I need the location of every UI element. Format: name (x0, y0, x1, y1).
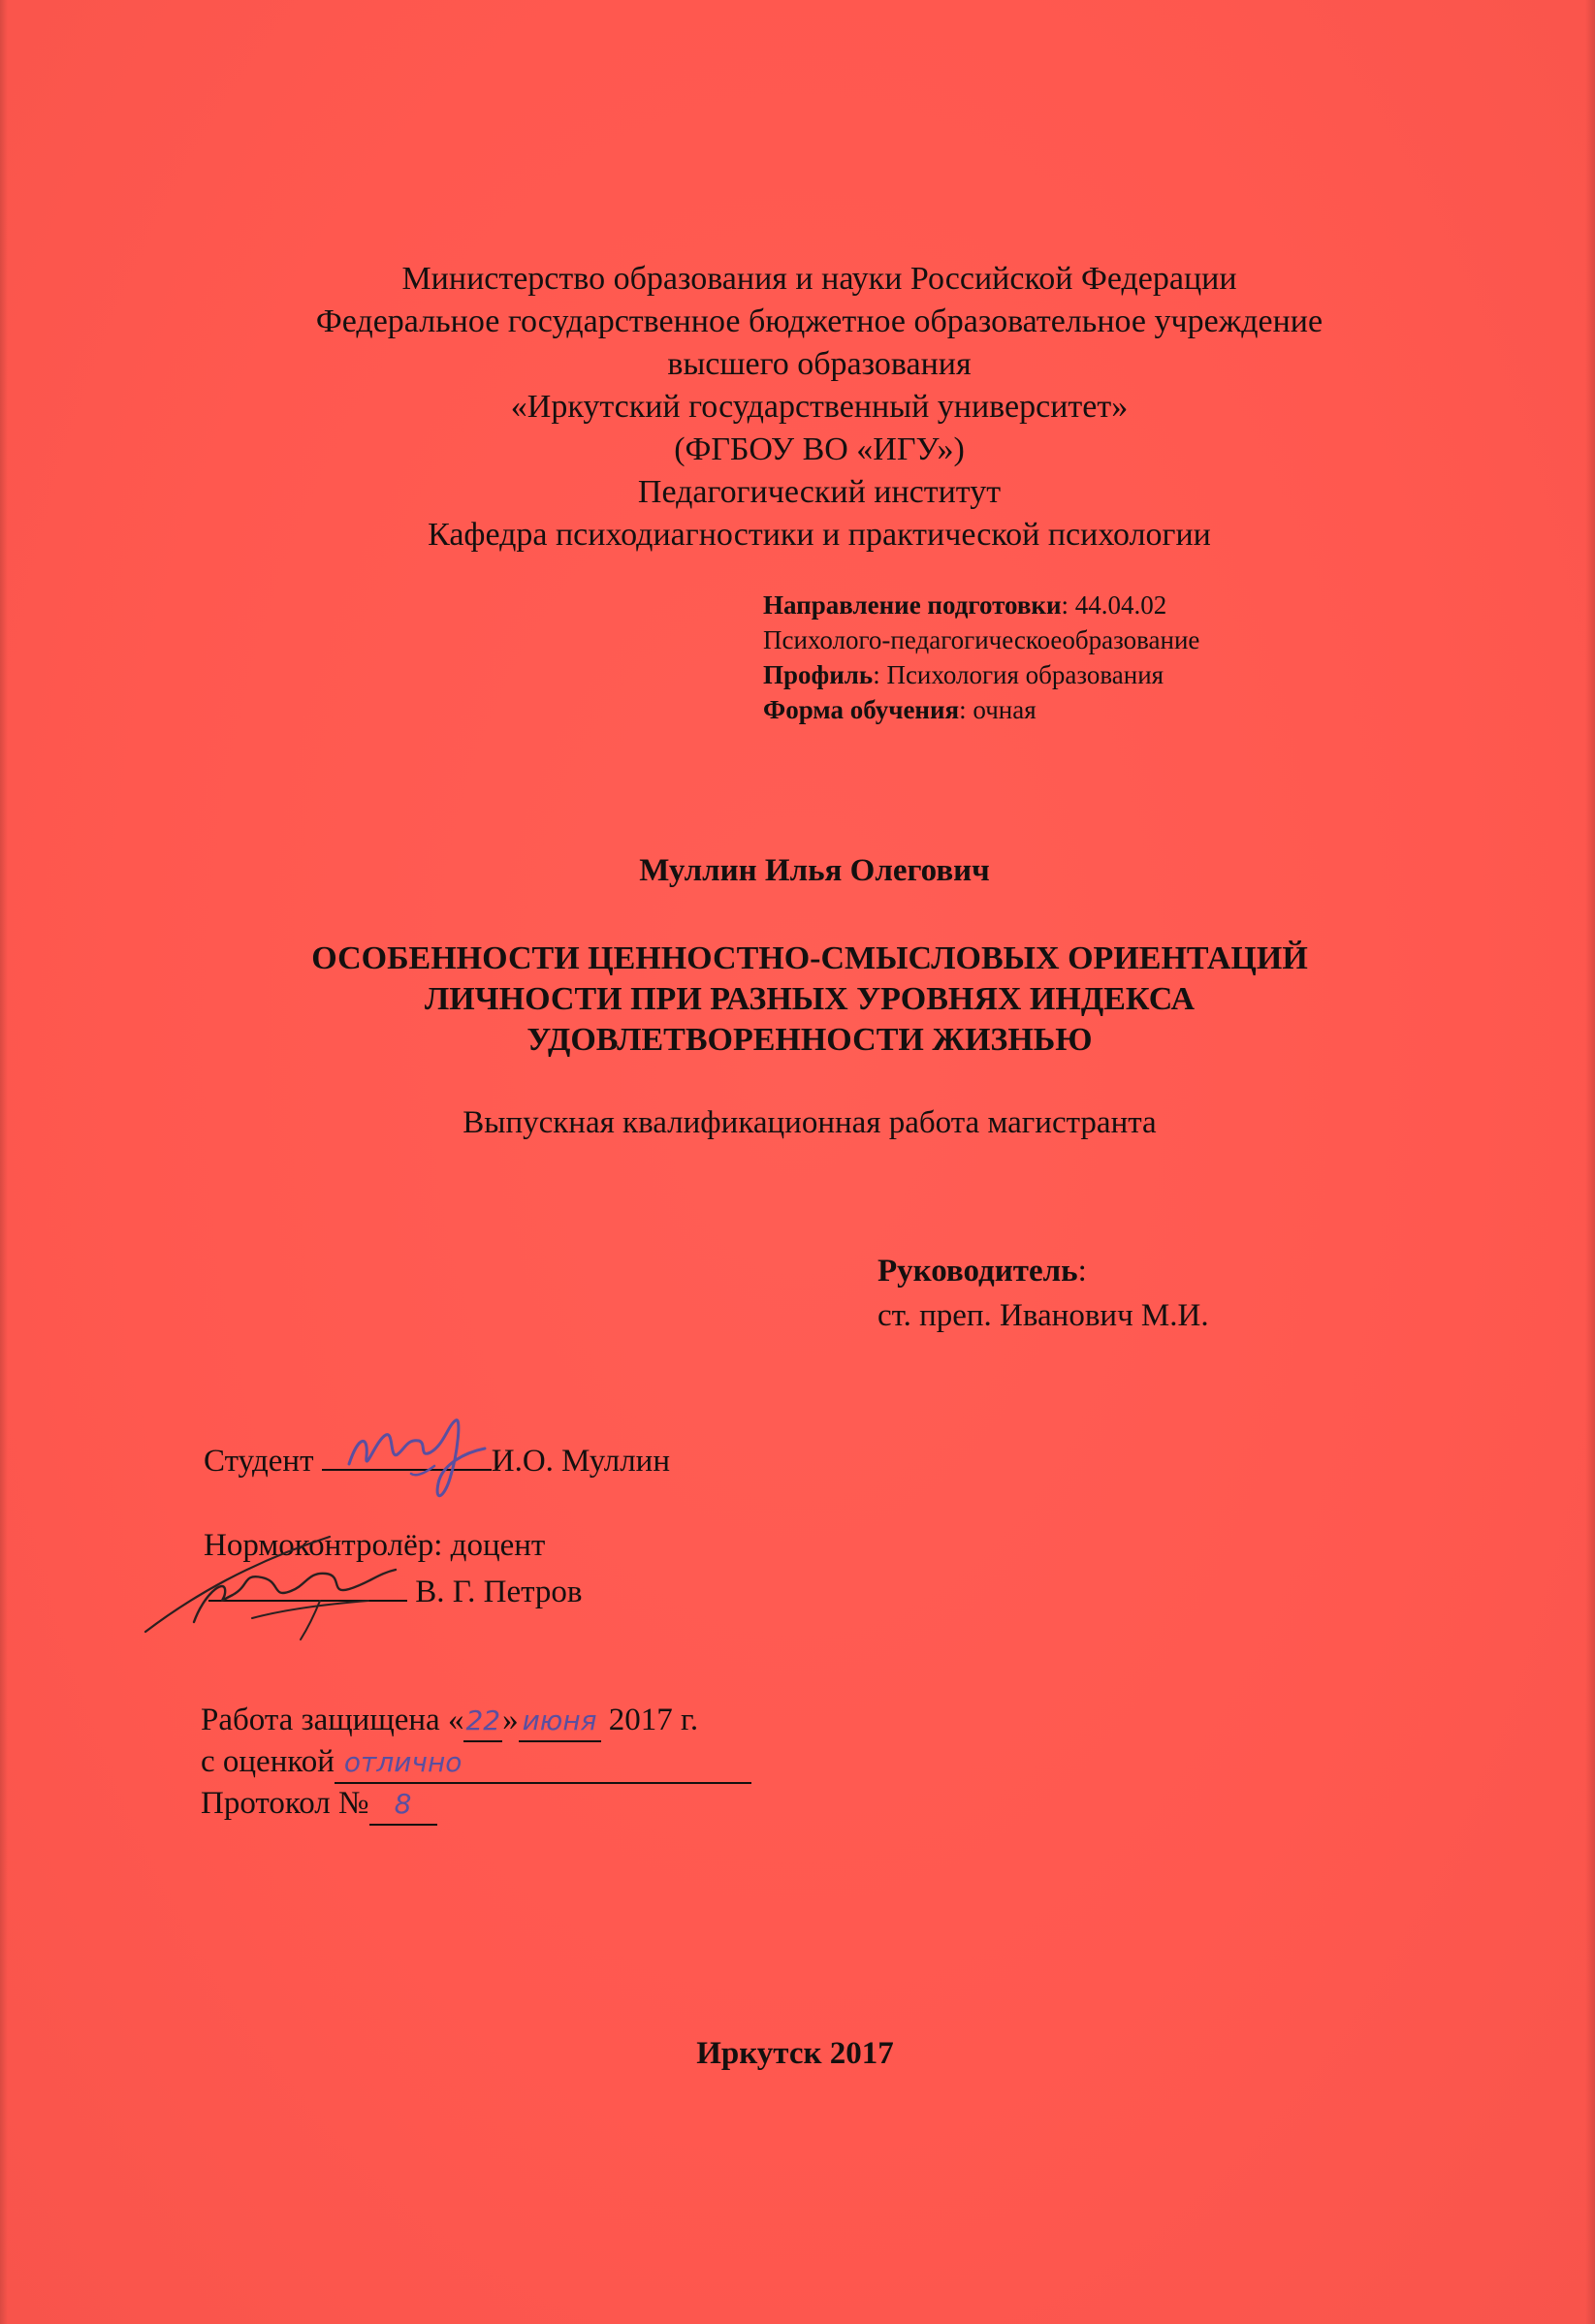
student-signature-icon (330, 1396, 524, 1522)
grade-field (335, 1742, 751, 1784)
profile-label: Профиль (763, 660, 874, 689)
student-label: Студент (204, 1444, 314, 1479)
work-type: Выпускная квалификационная работа магистранта (463, 1105, 1157, 1140)
protocol-label: Протокол № (201, 1786, 369, 1821)
supervisor-block (877, 1249, 1209, 1338)
defense-month-field (519, 1701, 601, 1742)
defense-year: 2017 г. (608, 1703, 699, 1737)
defense-day-field (463, 1701, 502, 1742)
thesis-title-line-3: УДОВЛЕТВОРЕННОСТИ ЖИЗНЬЮ (526, 1022, 1093, 1058)
thesis-title (0, 939, 1595, 1061)
thesis-title-line-2: ЛИЧНОСТИ ПРИ РАЗНЫХ УРОВНЯХ ИНДЕКСА (424, 981, 1196, 1017)
normcontrol-label: Нормоконтролёр: доцент (204, 1528, 546, 1563)
protocol-value: 8 (394, 1788, 412, 1820)
department-line: Кафедра психодиагностики и практической психологии (428, 517, 1211, 553)
defense-quote-close: » (502, 1703, 519, 1737)
supervisor-colon: : (1077, 1254, 1087, 1289)
defense-prefix: Работа защищена « (201, 1703, 464, 1737)
supervisor-label-line (877, 1249, 1209, 1293)
protocol-field (369, 1784, 437, 1826)
profile-line (763, 657, 1199, 692)
protocol-line (201, 1784, 751, 1826)
direction-name: Психолого-педагогическоеобразование (763, 625, 1200, 654)
direction-label: Направление подготовки (763, 590, 1062, 620)
author-name: Муллин Илья Олегович (639, 853, 990, 888)
defense-day: 22 (465, 1704, 501, 1736)
grade-line (201, 1742, 751, 1784)
education-level-line: высшего образования (667, 346, 972, 382)
normcontrol-signature-icon (136, 1517, 456, 1643)
direction-line (763, 588, 1199, 622)
institution-type-line: Федеральное государственное бюджетное образовательное учреждение (315, 303, 1324, 339)
institution-header (0, 258, 1595, 557)
ministry-line: Министерство образования и науки Российской Федерации (401, 261, 1237, 297)
program-info (763, 588, 1199, 727)
profile-value: : Психология образования (873, 660, 1164, 689)
direction-value: : 44.04.02 (1061, 590, 1167, 620)
thesis-title-line-1: ОСОБЕННОСТИ ЦЕННОСТНО-СМЫСЛОВЫХ ОРИЕНТАЦИЙ (311, 940, 1308, 976)
institute-line: Педагогический институт (637, 474, 1002, 510)
defense-block (201, 1701, 751, 1826)
grade-value: отлично (343, 1746, 463, 1778)
university-abbr-line: (ФГБОУ ВО «ИГУ») (674, 431, 965, 467)
university-name-line: «Иркутский государственный университет» (510, 389, 1129, 425)
normcontrol-name: В. Г. Петров (415, 1575, 583, 1609)
defense-month: июня (522, 1704, 597, 1736)
grade-label: с оценкой (201, 1744, 335, 1779)
supervisor-label: Руководитель (877, 1254, 1078, 1289)
student-name: И.О. Муллин (491, 1444, 671, 1479)
form-value: : очная (959, 695, 1037, 724)
city-year: Иркутск 2017 (696, 2036, 894, 2071)
form-line (763, 692, 1199, 727)
form-label: Форма обучения (763, 695, 960, 724)
defense-date-line (201, 1701, 751, 1742)
supervisor-name: ст. преп. Иванович М.И. (877, 1298, 1209, 1333)
